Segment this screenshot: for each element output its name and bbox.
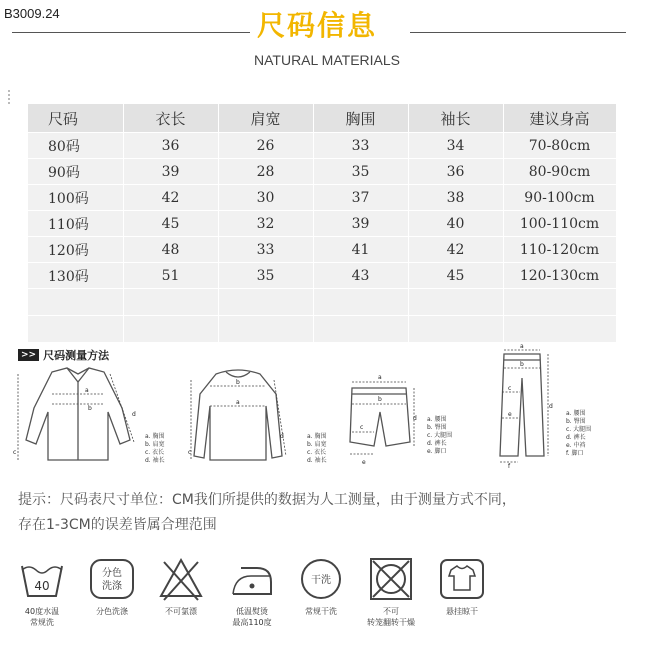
care-label xyxy=(356,606,426,628)
cell-chest: 39 xyxy=(313,211,408,237)
wash-temp-text: 40 xyxy=(34,579,50,593)
care-label-line: 不可氯漂 xyxy=(165,607,197,616)
svg-text:a: a xyxy=(85,387,89,394)
svg-text:c: c xyxy=(360,424,364,431)
svg-text:b: b xyxy=(378,396,382,403)
svg-text:b: b xyxy=(520,361,524,368)
cell-height: 80-90cm xyxy=(503,159,616,185)
cell-shoulder: 32 xyxy=(218,211,313,237)
svg-text:d: d xyxy=(549,403,553,410)
legend-item: b. 臀围 xyxy=(427,424,447,431)
measurement-tip xyxy=(18,488,618,538)
cell-sleeve: 34 xyxy=(408,133,503,159)
cell-height: 70-80cm xyxy=(503,133,616,159)
col-header-size: 尺码 xyxy=(28,104,123,133)
decorative-dots xyxy=(8,88,14,106)
blank-cell xyxy=(503,289,616,316)
legend-item: d. 袖长 xyxy=(145,457,165,464)
svg-text:c: c xyxy=(508,385,512,392)
sweater-legend xyxy=(307,433,327,465)
svg-text:a: a xyxy=(378,374,382,381)
shorts-legend xyxy=(427,416,452,456)
cell-chest: 33 xyxy=(313,133,408,159)
cell-length: 39 xyxy=(123,159,218,185)
size-table xyxy=(28,104,617,343)
blank-cell xyxy=(123,316,218,343)
legend-item: e. 中裆 xyxy=(566,442,586,449)
blank-cell xyxy=(218,316,313,343)
tip-line-1: 提示：尺码表尺寸单位：CM我们所提供的数据为人工测量，由于测量方式不同， xyxy=(18,492,516,508)
svg-text:c: c xyxy=(13,449,17,456)
blank-row xyxy=(28,289,616,316)
svg-text:c: c xyxy=(188,449,192,456)
legend-item: c. 大腿围 xyxy=(566,426,592,433)
care-label-line: 转笼翻转干燥 xyxy=(367,618,415,627)
cell-size: 90码 xyxy=(28,159,123,185)
separate-wash-text-1: 分色 xyxy=(102,568,122,579)
cell-size: 130码 xyxy=(28,263,123,289)
cell-sleeve: 45 xyxy=(408,263,503,289)
cell-length: 45 xyxy=(123,211,218,237)
legend-item: d. 裤长 xyxy=(566,434,586,441)
cell-size: 110码 xyxy=(28,211,123,237)
cell-shoulder: 26 xyxy=(218,133,313,159)
size-row xyxy=(28,263,616,289)
col-header-length: 衣长 xyxy=(123,104,218,133)
care-label-line: 常规洗 xyxy=(30,618,54,627)
care-label-line: 分色洗涤 xyxy=(96,607,128,616)
product-code: B3009.24 xyxy=(4,6,60,21)
measure-tag: >> xyxy=(18,349,39,361)
cell-chest: 37 xyxy=(313,185,408,211)
care-label-line: 悬挂晾干 xyxy=(446,607,478,616)
legend-item: c. 衣长 xyxy=(145,449,165,456)
sweater-diagram xyxy=(188,366,288,468)
care-label xyxy=(217,606,287,628)
cell-shoulder: 28 xyxy=(218,159,313,185)
blank-row xyxy=(28,316,616,343)
legend-item: a. 腰围 xyxy=(566,410,586,417)
pants-diagram xyxy=(490,343,560,470)
no-tumble-dry-icon xyxy=(366,554,416,604)
blank-cell xyxy=(28,289,123,316)
cell-shoulder: 30 xyxy=(218,185,313,211)
cell-height: 110-120cm xyxy=(503,237,616,263)
blank-cell xyxy=(218,289,313,316)
svg-text:e: e xyxy=(508,411,512,418)
legend-item: b. 肩宽 xyxy=(145,441,165,448)
pants-legend xyxy=(566,410,591,458)
shirt-diagram xyxy=(12,364,140,468)
shorts-diagram xyxy=(344,368,420,468)
svg-text:d: d xyxy=(280,433,284,440)
cell-height: 100-110cm xyxy=(503,211,616,237)
size-row xyxy=(28,185,616,211)
blank-cell xyxy=(28,316,123,343)
col-header-chest: 胸围 xyxy=(313,104,408,133)
size-row xyxy=(28,211,616,237)
shirt-legend xyxy=(145,433,165,465)
cell-shoulder: 35 xyxy=(218,263,313,289)
cell-length: 36 xyxy=(123,133,218,159)
svg-text:b: b xyxy=(88,405,92,412)
svg-text:d: d xyxy=(132,411,136,418)
page-subtitle: NATURAL MATERIALS xyxy=(254,52,400,68)
page-title: 尺码信息 xyxy=(256,9,377,42)
care-label xyxy=(427,606,497,617)
cell-sleeve: 36 xyxy=(408,159,503,185)
legend-item: a. 腰围 xyxy=(427,416,447,423)
cell-chest: 35 xyxy=(313,159,408,185)
cell-sleeve: 42 xyxy=(408,237,503,263)
no-bleach-icon xyxy=(156,554,206,604)
cell-size: 80码 xyxy=(28,133,123,159)
svg-text:b: b xyxy=(236,379,240,386)
legend-item: c. 衣长 xyxy=(307,449,327,456)
blank-cell xyxy=(313,316,408,343)
separate-wash-icon xyxy=(87,554,137,604)
col-header-shoulder: 肩宽 xyxy=(218,104,313,133)
cell-size: 120码 xyxy=(28,237,123,263)
wash-40-icon xyxy=(17,554,67,604)
legend-item: d. 袖长 xyxy=(307,457,327,464)
care-label-line: 低温熨烫 xyxy=(236,607,268,616)
blank-cell xyxy=(408,289,503,316)
legend-item: d. 裤长 xyxy=(427,440,447,447)
col-header-sleeve: 袖长 xyxy=(408,104,503,133)
cell-height: 90-100cm xyxy=(503,185,616,211)
care-label xyxy=(7,606,77,628)
cell-length: 48 xyxy=(123,237,218,263)
svg-text:d: d xyxy=(413,415,417,422)
cell-sleeve: 40 xyxy=(408,211,503,237)
dry-clean-icon xyxy=(296,554,346,604)
size-table-header xyxy=(28,104,616,133)
svg-text:a: a xyxy=(236,399,240,406)
cell-sleeve: 38 xyxy=(408,185,503,211)
blank-cell xyxy=(503,316,616,343)
tip-line-2: 存在1-3CM的误差皆属合理范围 xyxy=(18,517,217,533)
cell-chest: 43 xyxy=(313,263,408,289)
care-label xyxy=(77,606,147,617)
cell-size: 100码 xyxy=(28,185,123,211)
blank-cell xyxy=(123,289,218,316)
legend-item: b. 臀围 xyxy=(566,418,586,425)
cell-length: 42 xyxy=(123,185,218,211)
care-label-line: 不可 xyxy=(383,607,399,616)
col-header-height: 建议身高 xyxy=(503,104,616,133)
measure-heading xyxy=(18,347,109,363)
svg-text:e: e xyxy=(362,459,366,466)
cell-chest: 41 xyxy=(313,237,408,263)
size-row xyxy=(28,237,616,263)
size-row xyxy=(28,159,616,185)
measure-title: 尺码测量方法 xyxy=(43,349,110,362)
care-label-line: 40度水温 xyxy=(24,607,60,616)
svg-text:f: f xyxy=(508,463,511,470)
legend-item: f. 脚口 xyxy=(566,450,584,457)
separate-wash-text-2: 洗涤 xyxy=(102,581,122,592)
care-label xyxy=(286,606,356,617)
care-label xyxy=(146,606,216,617)
dry-clean-text: 干洗 xyxy=(311,575,331,586)
legend-item: b. 肩宽 xyxy=(307,441,327,448)
legend-item: a. 胸围 xyxy=(307,433,327,440)
blank-cell xyxy=(313,289,408,316)
legend-item: c. 大腿围 xyxy=(427,432,453,439)
cell-shoulder: 33 xyxy=(218,237,313,263)
care-label-line: 常规干洗 xyxy=(305,607,337,616)
legend-item: a. 胸围 xyxy=(145,433,165,440)
blank-cell xyxy=(408,316,503,343)
legend-item: e. 脚口 xyxy=(427,448,447,455)
cell-length: 51 xyxy=(123,263,218,289)
low-iron-icon xyxy=(227,554,277,604)
hang-dry-icon xyxy=(437,554,487,604)
care-label-line: 最高110度 xyxy=(232,618,272,627)
svg-text:a: a xyxy=(520,343,524,350)
cell-height: 120-130cm xyxy=(503,263,616,289)
size-row xyxy=(28,133,616,159)
